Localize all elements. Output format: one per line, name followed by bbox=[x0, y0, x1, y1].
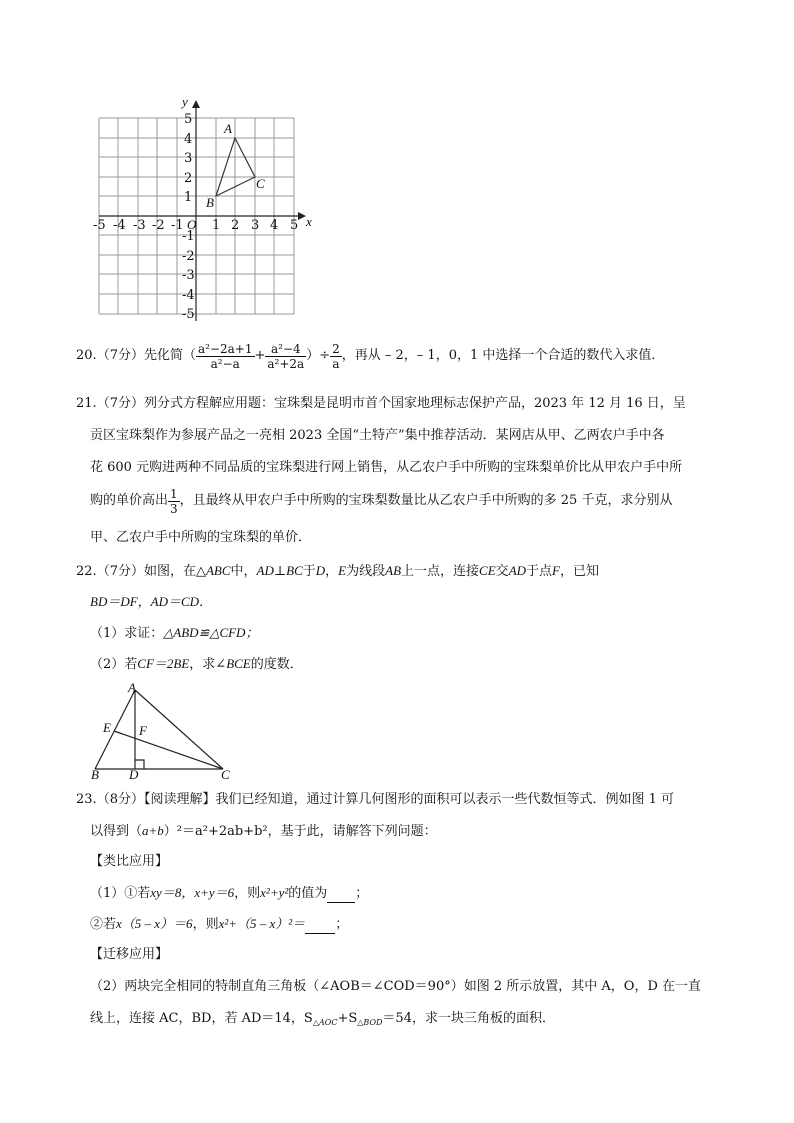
q23-p3-sub2: △BOD bbox=[357, 1018, 383, 1027]
q23-part-1b bbox=[90, 916, 348, 934]
axes bbox=[99, 102, 304, 321]
q20-frac3-denominator: a bbox=[332, 356, 340, 371]
q20-fraction-1 bbox=[196, 342, 255, 371]
q22-perp: ⊥ bbox=[273, 564, 287, 579]
q23-line-2 bbox=[90, 823, 437, 840]
q22-text-e: 上一点，连接 bbox=[401, 564, 480, 579]
q22-text-f: 交 bbox=[495, 564, 509, 579]
q22-part2-c: 的度数． bbox=[250, 657, 303, 672]
q23-p3-plus: +S bbox=[337, 1011, 358, 1026]
y-tick-3: 3 bbox=[184, 151, 193, 166]
y-tick-neg3: -3 bbox=[182, 268, 195, 283]
coordinate-grid-figure bbox=[88, 96, 318, 326]
y-tick-neg5: -5 bbox=[182, 307, 195, 322]
q20-lead: 先化简 bbox=[143, 348, 183, 363]
q23-p1-b: xy＝8，x+y＝6 bbox=[150, 885, 235, 900]
q20-frac3-numerator: 2 bbox=[332, 341, 340, 356]
q22-part1-label: （1）求证： bbox=[90, 626, 164, 641]
q23-p3-a: 线上，连接 AC，BD，若 AD＝14，S bbox=[90, 1011, 313, 1026]
y-tick-5: 5 bbox=[184, 112, 193, 127]
q23-p2-answer-blank[interactable] bbox=[305, 917, 335, 934]
q22-line2: BD＝DF，AD＝CD． bbox=[90, 594, 213, 609]
q22-comma: ， bbox=[325, 564, 339, 579]
fig-label-e: E bbox=[103, 720, 111, 735]
q22-text-a: 如图，在△ bbox=[143, 564, 206, 579]
q22-number: 22. bbox=[76, 564, 97, 579]
q23-part-2-line-2 bbox=[90, 1011, 555, 1031]
point-b-label: B bbox=[206, 195, 214, 210]
question-22-line-1 bbox=[76, 563, 599, 580]
y-axis-label: y bbox=[182, 94, 188, 109]
q22-e: E bbox=[338, 563, 347, 578]
q20-close-divide: ）÷ bbox=[306, 348, 331, 363]
q23-p3-sub1: △AOC bbox=[312, 1018, 338, 1027]
y-axis-arrow bbox=[192, 100, 200, 108]
segment-ce bbox=[114, 731, 223, 769]
question-23-line-1 bbox=[76, 792, 674, 808]
y-tick-1: 1 bbox=[184, 190, 193, 205]
q22-part-1 bbox=[90, 625, 258, 642]
y-tick-4: 4 bbox=[184, 132, 193, 147]
q21-line2: 贡区宝珠梨作为参展产品之一亮相 2023 全国“土特产”集中推荐活动．某网店从甲、乙两农户手中各 bbox=[90, 428, 665, 443]
y-tick-2: 2 bbox=[184, 171, 193, 186]
q23-score: （8分） bbox=[96, 792, 144, 807]
q22-score: （7分） bbox=[96, 564, 144, 579]
x-tick-neg3: -3 bbox=[133, 218, 146, 233]
question-20 bbox=[76, 338, 664, 374]
q22-f: F bbox=[552, 563, 560, 578]
q23-p2-c: ，则 bbox=[192, 917, 219, 932]
q23-line2-a: 以得到（ bbox=[90, 824, 143, 839]
q22-text-b: 中， bbox=[230, 564, 257, 579]
x-tick-neg4: -4 bbox=[113, 218, 126, 233]
q23-p1-f: ； bbox=[355, 886, 369, 901]
q20-frac2-numerator: a²−4 bbox=[265, 342, 306, 357]
fig-label-f: F bbox=[139, 723, 147, 738]
q20-open-paren: （ bbox=[182, 348, 196, 363]
q20-frac1-denominator: a²−a bbox=[210, 356, 240, 371]
q22-part-2 bbox=[90, 656, 303, 673]
q23-p2-f: ； bbox=[335, 917, 349, 932]
y-tick-neg1: -1 bbox=[182, 229, 195, 244]
q23-p3-b: ＝54，求一块三角板的面积． bbox=[382, 1011, 555, 1026]
y-tick-neg4: -4 bbox=[182, 288, 195, 303]
q22-ab: AB bbox=[385, 563, 402, 578]
x-tick-neg5: -5 bbox=[93, 218, 106, 233]
origin-label: O bbox=[187, 217, 197, 232]
q22-part2-label: （2）若 bbox=[90, 657, 138, 672]
x-tick-5: 5 bbox=[290, 218, 299, 233]
q20-fraction-3 bbox=[330, 342, 342, 371]
q21-line4-b: ，且最终从甲农户手中所购的宝珠梨数量比从乙农户手中所购的多 25 千克，求分别从 bbox=[179, 493, 673, 508]
q23-part-1 bbox=[90, 885, 368, 903]
q22-d: D bbox=[315, 563, 326, 578]
q23-line2-b: ）²＝a²+2ab+b²，基于此，请解答下列问题： bbox=[163, 824, 437, 839]
q23-p2-a: ②若 bbox=[90, 917, 117, 932]
point-a-label: A bbox=[224, 121, 232, 136]
q20-fraction-2 bbox=[265, 342, 306, 371]
q22-ad2: AD bbox=[508, 563, 527, 578]
q23-p1-e: 的值为 bbox=[288, 886, 328, 901]
q21-line5: 甲、乙农户手中所购的宝珠梨的单价． bbox=[90, 530, 312, 545]
q23-section-2: 【迁移应用】 bbox=[90, 947, 169, 962]
q22-bc: BC bbox=[286, 563, 303, 578]
q22-part2-b: ，求∠ bbox=[189, 657, 227, 672]
q21-line3: 花 600 元购进两种不同品质的宝珠梨进行网上销售，从乙农户手中所购的宝珠梨单价比从甲农户手中所 bbox=[90, 460, 683, 475]
q23-line2-expr: a+b bbox=[142, 823, 164, 838]
q23-p1-c: ，则 bbox=[234, 886, 261, 901]
q22-part2-expr: CF＝2BE bbox=[137, 656, 190, 671]
q20-frac2-denominator: a²+2a bbox=[267, 356, 305, 371]
q21-fraction bbox=[168, 487, 180, 516]
q21-line4-a: 购的单价高出 bbox=[90, 493, 169, 508]
q22-text-g: 于点 bbox=[526, 564, 553, 579]
q21-line1: 列分式方程解应用题：宝珠梨是昆明市首个国家地理标志保护产品，2023 年 12 月 16 日，呈 bbox=[143, 396, 686, 411]
x-tick-neg2: -2 bbox=[152, 218, 165, 233]
q21-line4 bbox=[90, 484, 672, 518]
fig-label-a: A bbox=[128, 680, 136, 695]
q23-p1-a: （1）①若 bbox=[90, 886, 151, 901]
q21-score: （7分） bbox=[96, 396, 144, 411]
point-c-label: C bbox=[256, 176, 265, 191]
q21-frac-numerator: 1 bbox=[170, 486, 178, 501]
q23-part-2-line-1: （2）两块完全相同的特制直角三角板（∠AOB＝∠COD＝90°）如图 2 所示放置，其中 A，O，D 在一直 bbox=[90, 979, 701, 994]
x-tick-1: 1 bbox=[212, 218, 221, 233]
question-21-line-1 bbox=[76, 396, 686, 412]
q23-number: 23. bbox=[76, 792, 97, 807]
q20-plus: + bbox=[254, 348, 266, 363]
q23-p1-d: x²+y² bbox=[260, 885, 289, 900]
q20-score: （7分） bbox=[96, 348, 144, 363]
x-axis-label: x bbox=[306, 214, 312, 229]
x-tick-4: 4 bbox=[270, 218, 279, 233]
q21-number: 21. bbox=[76, 396, 97, 411]
segment-ab bbox=[95, 690, 135, 769]
q22-part2-bce: BCE bbox=[226, 656, 251, 671]
q22-ce: CE bbox=[479, 563, 496, 578]
x-tick-neg1: -1 bbox=[171, 218, 184, 233]
fig-label-c: C bbox=[221, 767, 230, 782]
q20-frac1-numerator: a²−2a+1 bbox=[198, 341, 253, 356]
q23-p1-answer-blank[interactable] bbox=[327, 886, 355, 903]
q22-text-h: ，已知 bbox=[560, 564, 600, 579]
x-tick-3: 3 bbox=[251, 218, 260, 233]
q22-ad: AD bbox=[256, 563, 274, 578]
q22-text-c: 于 bbox=[302, 564, 316, 579]
fig-label-d: D bbox=[129, 767, 139, 782]
q22-text-d: 为线段 bbox=[346, 564, 386, 579]
q20-number: 20. bbox=[76, 348, 97, 363]
q22-abc: ABC bbox=[205, 563, 231, 578]
q20-tail: ，再从 – 2，– 1，0，1 中选择一个合适的数代入求值． bbox=[341, 348, 665, 363]
q23-line1: 【阅读理解】我们已经知道，通过计算几何图形的面积可以表示一些代数恒等式．例如图 1 可 bbox=[143, 792, 675, 807]
q23-p2-b: x（5 – x）＝6 bbox=[116, 916, 193, 931]
q23-section-1: 【类比应用】 bbox=[90, 854, 169, 869]
fig-label-b: B bbox=[91, 767, 99, 782]
q21-frac-denominator: 3 bbox=[170, 501, 178, 516]
segment-ac bbox=[135, 690, 223, 769]
x-axis-arrow bbox=[298, 212, 306, 220]
x-tick-2: 2 bbox=[231, 218, 240, 233]
y-tick-neg2: -2 bbox=[182, 249, 195, 264]
q23-p2-d: x²+（5 – x）²＝ bbox=[218, 916, 306, 931]
q22-part1-expr: △ABD≌△CFD； bbox=[163, 625, 259, 640]
